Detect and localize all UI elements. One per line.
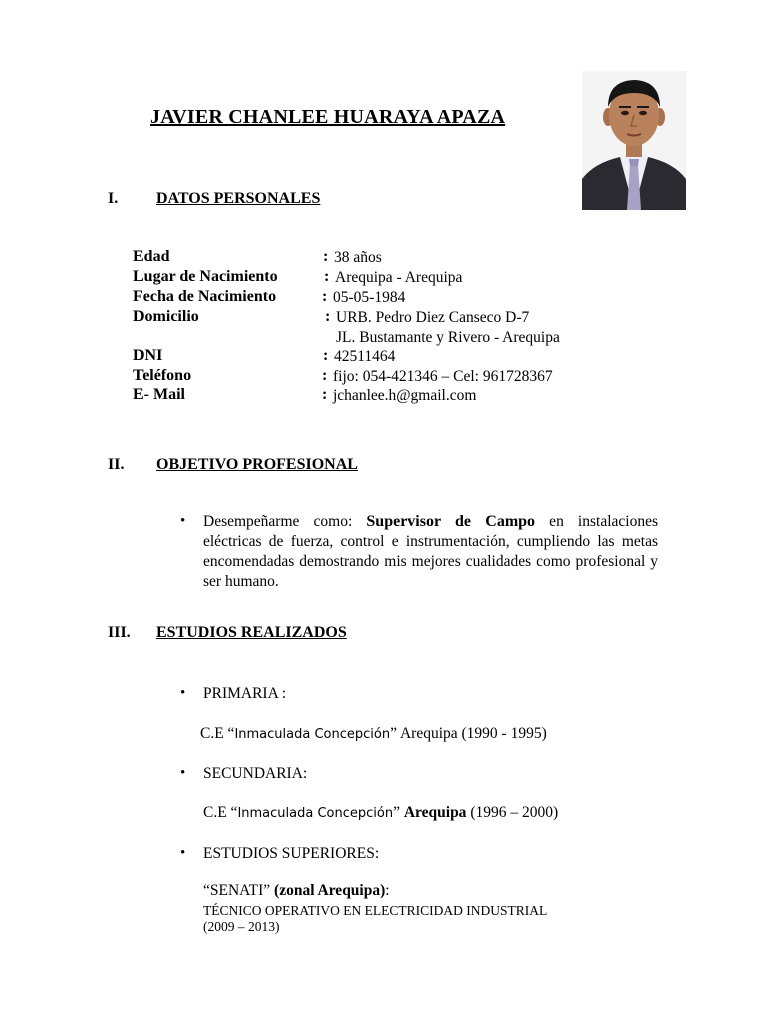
person-photo-icon	[582, 71, 686, 210]
value-lugar-nacimiento: Arequipa - Arequipa	[335, 269, 463, 286]
section-number: III.	[108, 624, 131, 641]
value-domicilio: URB. Pedro Diez Canseco D-7	[336, 309, 530, 326]
colon: :	[324, 268, 330, 285]
study-inst-colon: :	[385, 882, 390, 899]
study-city: Arequipa	[403, 804, 467, 821]
bullet-icon: •	[180, 845, 186, 861]
objective-prefix: Desempeñarme como:	[203, 513, 367, 530]
section-title-estudios: ESTUDIOS REALIZADOS	[156, 624, 347, 641]
label-dni: DNI	[133, 347, 163, 364]
section-title-objetivo: OBJETIVO PROFESIONAL	[156, 456, 358, 473]
study-secundaria-label: SECUNDARIA:	[203, 765, 308, 782]
colon: :	[322, 288, 328, 305]
label-edad: Edad	[133, 248, 170, 265]
value-domicilio-line2: JL. Bustamante y Rivero - Arequipa	[336, 329, 560, 346]
objective-rest: en instalaciones eléctricas de fuerza, control e instrumentación, cumpliendo las metas encomendadas demostrando mis mejores cualidades como profesional y ser humano.	[203, 513, 658, 590]
profile-photo	[582, 71, 686, 210]
study-school: Inmaculada Concepción	[237, 806, 394, 821]
study-career-years: (2009 – 2013)	[203, 919, 280, 934]
study-primaria-detail	[200, 725, 547, 743]
value-dni: 42511464	[334, 348, 396, 365]
study-secundaria-detail	[203, 804, 558, 822]
bullet-icon: •	[180, 765, 186, 781]
objective-text	[203, 512, 658, 592]
colon: :	[323, 248, 329, 265]
value-edad: 38 años	[334, 249, 382, 266]
study-superiores-label: ESTUDIOS SUPERIORES:	[203, 845, 380, 862]
section-number: I.	[108, 190, 119, 207]
value-email: jchanlee.h@gmail.com	[333, 387, 477, 404]
study-inst-zone: (zonal Arequipa)	[270, 882, 386, 899]
objective-highlight: Supervisor de Campo	[366, 513, 536, 530]
section-title-datos-personales: DATOS PERSONALES	[156, 190, 321, 207]
label-lugar-nacimiento: Lugar de Nacimiento	[133, 268, 278, 285]
label-fecha-nacimiento: Fecha de Nacimiento	[133, 288, 277, 305]
value-telefono: fijo: 054-421346 – Cel: 961728367	[333, 368, 553, 385]
value-fecha-nacimiento: 05-05-1984	[333, 289, 406, 306]
study-close: ”	[393, 804, 404, 821]
colon: :	[325, 308, 331, 325]
cv-name: JAVIER CHANLEE HUARAYA APAZA	[150, 106, 506, 128]
colon: :	[323, 347, 329, 364]
study-ce: C.E “	[200, 725, 235, 742]
study-inst-name: “SENATI”	[203, 882, 271, 899]
bullet-icon: •	[180, 685, 186, 701]
study-ce: C.E “	[203, 804, 238, 821]
study-years: (1996 – 2000)	[466, 804, 559, 821]
study-years: ” Arequipa (1990 - 1995)	[390, 725, 547, 742]
study-primaria-label: PRIMARIA :	[203, 685, 287, 702]
study-career: TÉCNICO OPERATIVO EN ELECTRICIDAD INDUSTRIAL	[203, 903, 548, 918]
colon: :	[322, 386, 328, 403]
study-institution	[203, 882, 390, 900]
label-domicilio: Domicilio	[133, 308, 199, 325]
study-school: Inmaculada Concepción	[234, 727, 391, 742]
section-number: II.	[108, 456, 125, 473]
label-telefono: Teléfono	[133, 367, 192, 384]
label-email: E- Mail	[133, 386, 185, 403]
colon: :	[322, 367, 328, 384]
bullet-icon: •	[180, 513, 186, 529]
